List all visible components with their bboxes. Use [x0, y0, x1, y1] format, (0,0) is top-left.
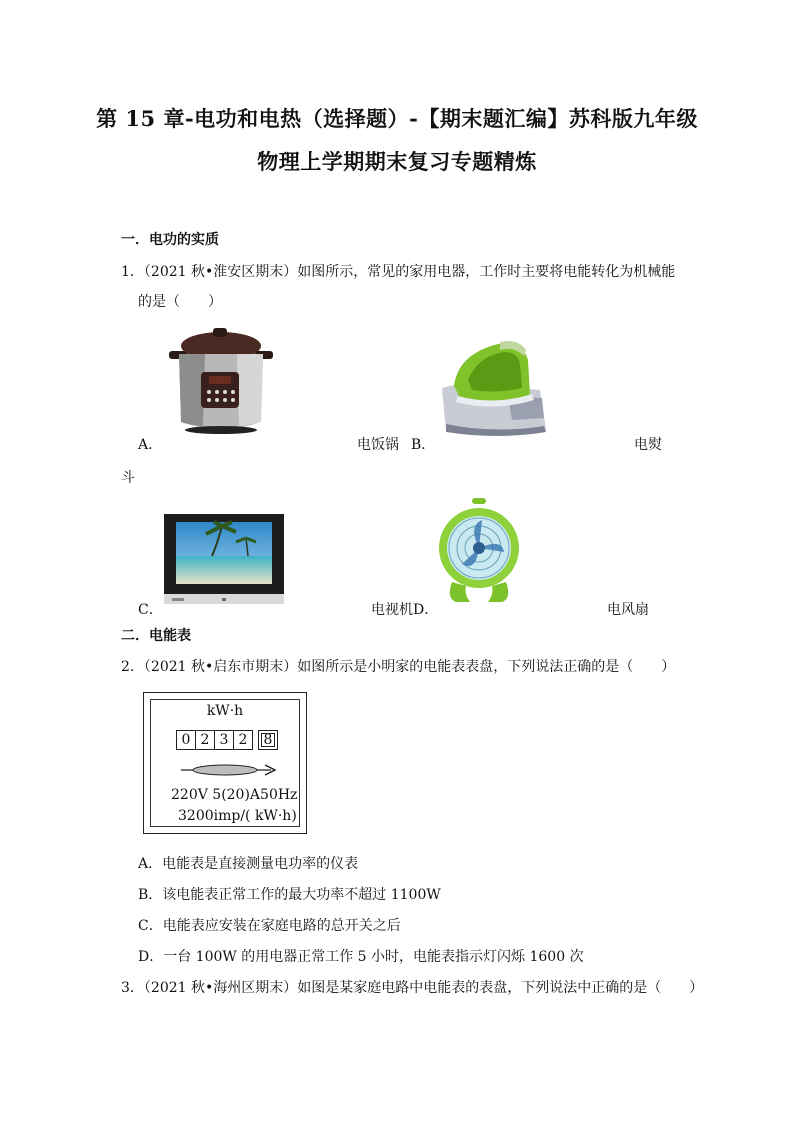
q1-option-d-name: 电风扇: [607, 602, 649, 618]
q1-option-c-letter: C．: [138, 602, 163, 618]
rice-cooker-image: [165, 326, 277, 438]
section-heading-1: 一．电功的实质: [121, 232, 219, 248]
meter-digit: 2: [195, 730, 215, 750]
meter-digit: 3: [214, 730, 234, 750]
q2-stem: 2．（2021 秋•启东市期末）如图所示是小明家的电能表表盘，下列说法正确的是（ ）: [121, 659, 676, 675]
q1-option-d-letter: D．: [413, 602, 439, 618]
doc-title-line1: 第 15 章-电功和电热（选择题）-【期末题汇编】苏科版九年级: [96, 106, 698, 131]
meter-digit: 2: [233, 730, 253, 750]
q1-option-c-name: 电视机: [371, 602, 413, 618]
q1-option-b-name: 电熨: [634, 437, 662, 453]
energy-meter-figure: [143, 692, 307, 834]
electric-iron-image: [438, 334, 550, 440]
q2-option-b: B．该电能表正常工作的最大功率不超过 1100W: [138, 887, 441, 903]
q2-option-a: A．电能表是直接测量电功率的仪表: [138, 856, 359, 872]
q1-option-b-letter: B．: [411, 437, 436, 453]
doc-title-line2: 物理上学期期末复习专题精炼: [257, 149, 537, 174]
energy-meter-panel: [150, 699, 300, 827]
television-image: [162, 512, 286, 608]
meter-spec-label: 220V 5(20)A50Hz: [171, 787, 298, 803]
electric-fan-image: [436, 498, 522, 606]
q1-stem-line2: 的是（ ）: [138, 294, 222, 310]
meter-impulse-label: 3200imp/( kW·h): [178, 808, 297, 824]
q1-stem-line1: 1．（2021 秋•淮安区期末）如图所示，常见的家用电器，工作时主要将电能转化为机械能: [121, 264, 676, 280]
q2-option-c: C．电能表应安装在家庭电路的总开关之后: [138, 918, 401, 934]
meter-decimal-digit: 8: [258, 730, 278, 750]
section-heading-2: 二．电能表: [121, 628, 191, 644]
q1-option-a-letter: A．: [138, 437, 163, 453]
meter-rotor-disc-icon: [181, 762, 277, 778]
q2-option-d: D．一台 100W 的用电器正常工作 5 小时，电能表指示灯闪烁 1600 次: [138, 949, 584, 965]
q3-stem: 3．（2021 秋•海州区期末）如图是某家庭电路中电能表的表盘，下列说法中正确的是（ ）: [121, 980, 704, 996]
q1-option-a-name: 电饭锅: [357, 437, 399, 453]
meter-digit: 0: [176, 730, 196, 750]
q1-option-b-wrap: 斗: [121, 470, 135, 486]
meter-unit-label: kW·h: [206, 703, 244, 719]
meter-digit-row: [177, 730, 278, 750]
